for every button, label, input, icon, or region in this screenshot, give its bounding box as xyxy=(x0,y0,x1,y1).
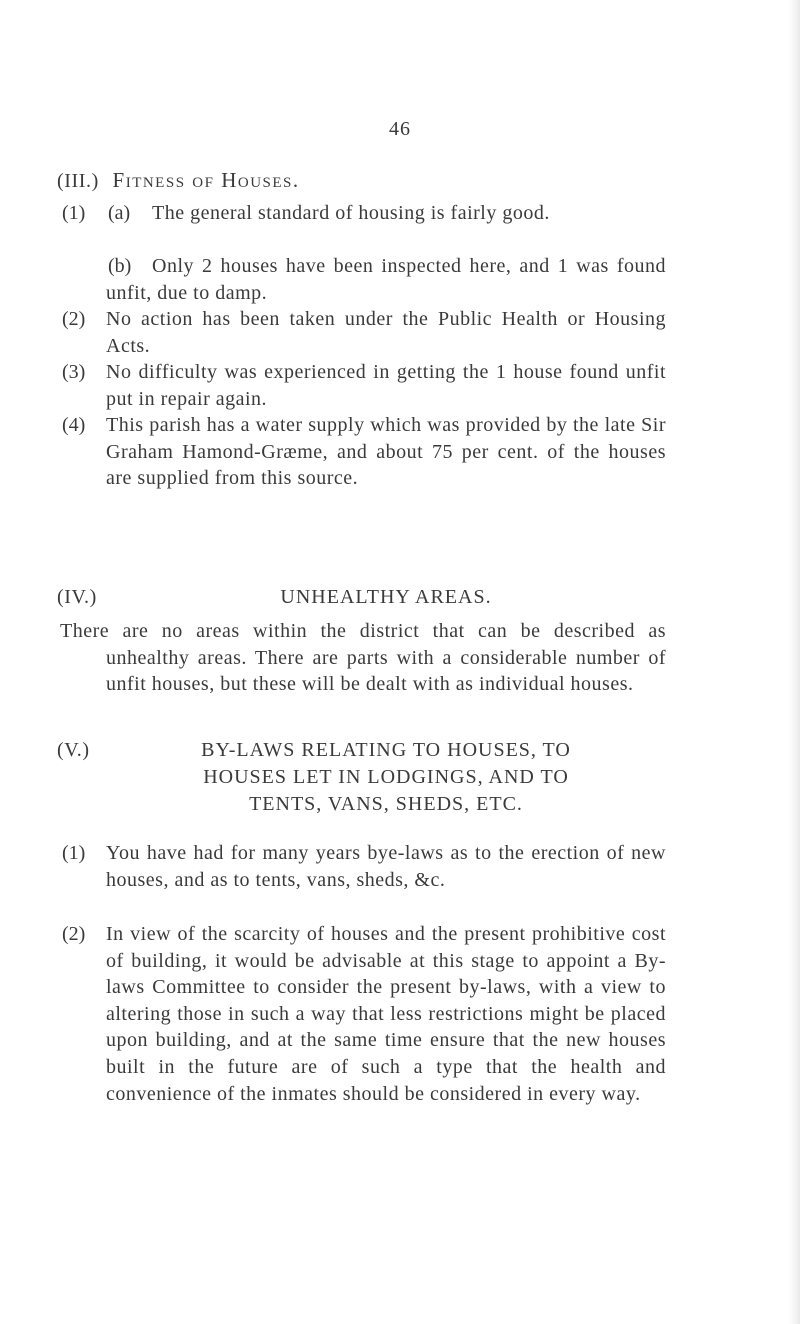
item-iii-2-number: (2) xyxy=(62,308,86,330)
section-v-title-line-2: HOUSES LET IN LODGINGS, AND TO xyxy=(203,766,569,788)
item-iii-1a-label: (a) xyxy=(108,202,131,224)
page-number: 46 xyxy=(389,118,411,140)
section-iii-numeral: (III.) xyxy=(57,170,99,192)
page-edge-shadow xyxy=(788,0,800,1324)
section-v-title-line-3: TENTS, VANS, SHEDS, ETC. xyxy=(249,793,523,815)
item-iii-2-text: No action has been taken under the Public Health or Housing Acts. xyxy=(106,308,666,357)
section-v-title-line-1: BY-LAWS RELATING TO HOUSES, TO xyxy=(201,739,571,761)
section-iii-heading xyxy=(57,167,300,194)
item-iii-1b-label: (b) xyxy=(108,255,132,277)
item-iii-1-number: (1) xyxy=(62,202,86,224)
section-iv-title: UNHEALTHY AREAS. xyxy=(280,586,492,608)
section-iv-numeral: (IV.) xyxy=(57,586,97,608)
item-v-2-text: In view of the scarcity of houses and the present prohibitive cost of building, it would be advisable at this stage to appoint a By-laws Committee to consider the present by-laws, with a view to altering those in such a way that less restrictions might be placed upon building, and at the same time ensure that the new houses built in the future are of such a type that the health and convenience of the inmates should be considered in every way. xyxy=(106,923,666,1105)
item-iii-3-number: (3) xyxy=(62,361,86,383)
item-iii-1a-text: The general standard of housing is fairly good. xyxy=(152,202,550,224)
item-v-1-text: You have had for many years bye-laws as to the erection of new houses, and as to tents, vans, sheds, &c. xyxy=(106,842,666,891)
section-iii-title: Fitness of Houses. xyxy=(112,168,300,192)
section-v-numeral: (V.) xyxy=(57,739,90,761)
item-v-2-number: (2) xyxy=(62,923,86,945)
section-v-title xyxy=(106,737,666,818)
item-iii-4-number: (4) xyxy=(62,414,86,436)
item-iii-4-text: This parish has a water supply which was provided by the late Sir Graham Hamond-Græme, and about 75 per cent. of the houses are supplied from this source. xyxy=(106,414,666,490)
item-v-1-number: (1) xyxy=(62,842,86,864)
section-iv-text: There are no areas within the district that can be described as unhealthy areas. There are parts with a considerable number of unfit houses, but these will be dealt with as individual houses. xyxy=(60,620,666,696)
item-iii-1b-text: Only 2 houses have been inspected here, and 1 was found unfit, due to damp. xyxy=(106,255,666,304)
item-iii-3-text: No difficulty was experienced in getting the 1 house found unfit put in repair again. xyxy=(106,361,666,410)
